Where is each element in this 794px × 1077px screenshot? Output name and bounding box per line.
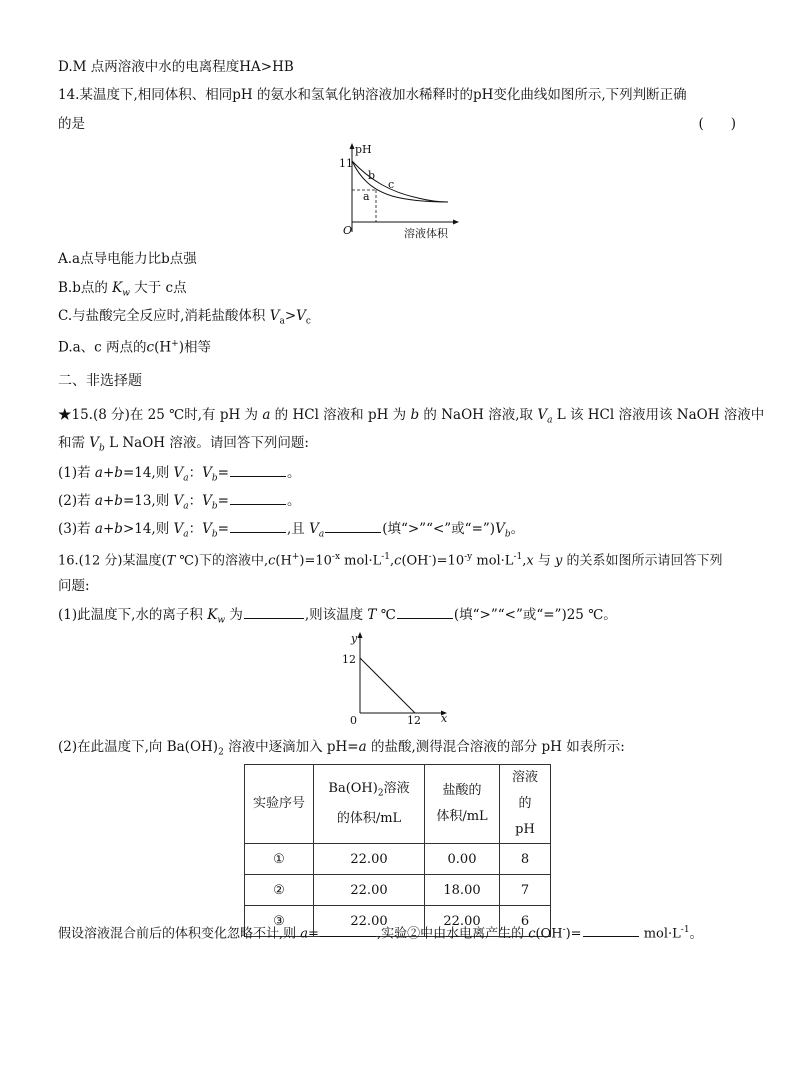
q16-part1: (1)此温度下,水的离子积 $K_w$ 为 ,则该温度 T ℃ (填“>”“<”或“=”)25 ℃。 xyxy=(58,607,617,626)
q15-stem-line2: 和需 $V_b$ L NaOH 溶液。请回答下列问题: xyxy=(58,435,309,454)
q15-part3-blank-compare[interactable] xyxy=(325,519,381,533)
table-cell: ③ xyxy=(245,906,314,937)
q16-final-blank-oh[interactable] xyxy=(583,923,639,937)
table-cell: ② xyxy=(245,875,314,906)
q16-x-tick-12: 12 xyxy=(407,714,421,727)
q14-point-a: a xyxy=(363,190,370,203)
q16-xy-figure xyxy=(335,628,455,728)
table-header-row xyxy=(245,765,551,844)
table-header-experiment-no: 实验序号 xyxy=(245,765,314,844)
table-cell: 22.00 xyxy=(425,906,500,937)
table-row xyxy=(245,875,551,906)
q16-final-line: 假设溶液混合前后的体积变化忽略不计,则 a= ,实验②中由水电离产生的 $c(OH^-)= mol\cdot L^{-1}$。 xyxy=(58,925,703,942)
q16-stem-line2: 问题: xyxy=(58,578,90,594)
q14-ph-dilution-figure xyxy=(330,140,470,240)
q14-point-c: c xyxy=(388,178,395,191)
q16-part1-blank-compare[interactable] xyxy=(397,605,453,619)
section-heading-nonchoice: 二、非选择题 xyxy=(58,373,142,389)
table-cell: 18.00 xyxy=(425,875,500,906)
q14-y-arrow xyxy=(350,143,355,149)
q16-part1-blank-kw[interactable] xyxy=(244,605,304,619)
q15-part1: (1)若 a+b=14,则 $V_a$：$V_b=$ 。 xyxy=(58,465,301,484)
table-cell: 6 xyxy=(500,906,551,937)
q15-stem-line1: ★15.(8 分)在 25 ℃时,有 pH 为 a 的 HCl 溶液和 pH 为 b 的 NaOH 溶液,取 $V_a$ L 该 HCl 溶液用该 NaOH 溶液中 xyxy=(58,407,765,426)
q14-option-b: B.b点的 $K_w$ 大于 c点 xyxy=(58,280,187,299)
q14-x-label: 溶液体积 xyxy=(404,227,448,240)
table-row xyxy=(245,844,551,875)
table-cell: 22.00 xyxy=(314,906,425,937)
table-cell: ① xyxy=(245,844,314,875)
q15-part2: (2)若 a+b=13,则 $V_a$：$V_b=$ 。 xyxy=(58,493,301,512)
q15-part3: (3)若 a+b>14,则 $V_a$：$V_b=$ ,且 $V_a$ (填“>”“<”或“$=”)V_b$。 xyxy=(58,521,525,540)
q14-option-d: D.a、c 两点的c(H+)相等 xyxy=(58,339,211,356)
table-cell: 22.00 xyxy=(314,875,425,906)
q14-stem-line2: 的是 xyxy=(58,116,85,132)
q16-y-label: y xyxy=(351,632,358,645)
q14-origin-label: O xyxy=(343,224,353,237)
table-cell: 22.00 xyxy=(314,844,425,875)
table-cell: 0.00 xyxy=(425,844,500,875)
q16-part2: (2)在此温度下,向 $Ba(OH)_2$ 溶液中逐滴加入 pH=a 的盐酸,测得混合溶液的部分 pH 如表所示: xyxy=(58,739,625,758)
q16-final-blank-a[interactable] xyxy=(320,923,376,937)
q14-option-c: C.与盐酸完全反应时,消耗盐酸体积 $V_a>V_c$ xyxy=(58,308,311,327)
q16-x-label: x xyxy=(441,712,448,725)
q15-part1-blank[interactable] xyxy=(230,463,286,477)
q14-y-label: pH xyxy=(355,143,372,156)
q15-part3-blank-ratio[interactable] xyxy=(230,519,286,533)
table-cell: 7 xyxy=(500,875,551,906)
q14-option-a: A.a点导电能力比b点强 xyxy=(58,251,197,267)
q16-relation-line xyxy=(360,658,415,713)
q14-x-arrow xyxy=(453,220,459,225)
q16-experiment-table xyxy=(244,764,551,937)
q16-y-tick-12: 12 xyxy=(342,653,356,666)
table-cell: 8 xyxy=(500,844,551,875)
q13-option-d: D.M 点两溶液中水的电离程度HA>HB xyxy=(58,59,294,75)
q16-origin-label: 0 xyxy=(350,714,357,727)
table-header-baoh2-volume: $Ba(OH)_2$溶液 的体积/mL xyxy=(314,765,425,844)
q14-y-tick-11: 11 xyxy=(339,157,353,170)
table-header-hcl-volume: 盐酸的 体积/mL xyxy=(425,765,500,844)
table-header-solution-ph: 溶液的 pH xyxy=(500,765,551,844)
q16-y-arrow xyxy=(358,632,363,638)
q16-stem-line1: 16.(12 分)某温度(T ℃)下的溶液中$,c(H^+)=10^{-x}$ $mol\cdot L^{-1},c(OH^-)=10^{-y}$ $mol\cdot L^{-1},x$ 与 y 的关系如图所示请回答下列 xyxy=(58,552,723,569)
q14-stem-line1: 14.某温度下,相同体积、相同pH 的氨水和氢氧化钠溶液加水稀释时的pH变化曲线如图所示,下列判断正确 xyxy=(58,87,687,103)
q14-answer-bracket: ( ) xyxy=(698,116,736,132)
q14-point-b: b xyxy=(368,169,376,182)
q15-part2-blank[interactable] xyxy=(230,491,286,505)
